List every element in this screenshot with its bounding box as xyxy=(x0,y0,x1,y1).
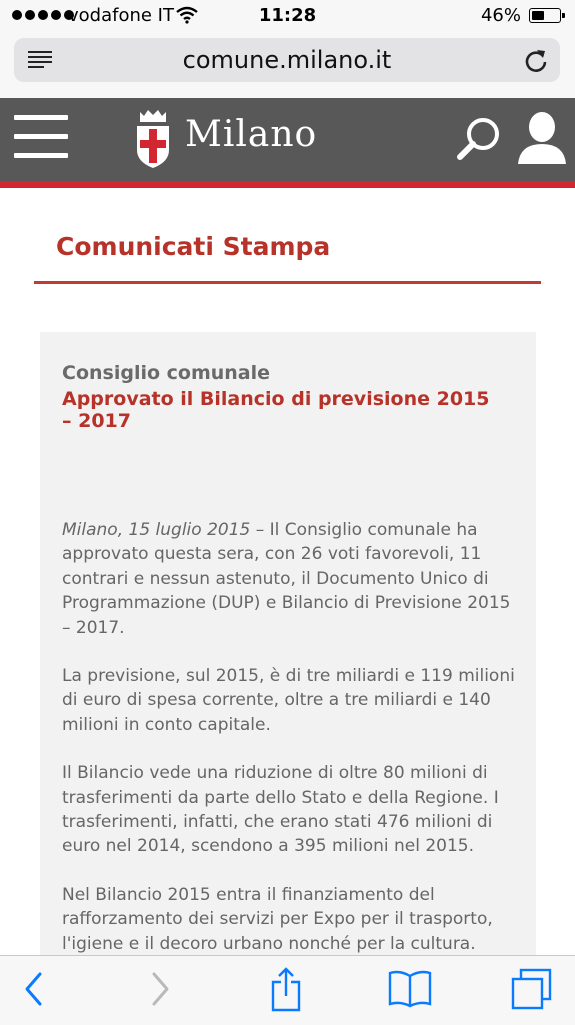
search-icon[interactable] xyxy=(456,116,502,166)
status-bar xyxy=(0,0,575,32)
reload-icon[interactable] xyxy=(524,47,548,77)
forward-icon[interactable] xyxy=(148,970,172,1012)
address-bar[interactable] xyxy=(14,38,560,82)
back-icon[interactable] xyxy=(22,970,46,1012)
battery-icon xyxy=(529,8,561,23)
article-paragraph: La previsione, sul 2015, è di tre miliardi e 119 milioni di euro di spesa corrente, oltre a tre miliardi e 140 milioni in conto capitale. xyxy=(62,666,515,735)
site-header xyxy=(0,98,575,181)
browser-toolbar xyxy=(0,955,575,1025)
brand-logo[interactable]: Milano xyxy=(185,114,318,155)
url-text[interactable]: comune.milano.it xyxy=(182,46,392,74)
header-accent-bar xyxy=(0,181,575,188)
tabs-icon[interactable] xyxy=(510,968,552,1014)
coat-of-arms-icon[interactable] xyxy=(134,108,172,174)
article-dateline: Milano, 15 luglio 2015 xyxy=(62,520,251,540)
section-title: Comunicati Stampa xyxy=(56,232,331,261)
browser-address-area xyxy=(0,32,575,98)
article-paragraph: Nel Bilancio 2015 entra il finanziamento del rafforzamento dei servizi per Expo per il trasporto, l'igiene e il decoro urbano nonché per la cultura. xyxy=(62,884,493,954)
article-paragraph-text: – Il Consiglio comunale ha approvato questa sera, con 26 voti favorevoli, 11 contrari e nessun astenuto, il Documento Unico di Programmazione (DUP) e Bilancio di Previsione 2015 – 2017. xyxy=(62,520,511,638)
clock: 11:28 xyxy=(258,5,317,26)
section-divider xyxy=(34,281,541,284)
share-icon[interactable] xyxy=(270,966,302,1016)
article-body xyxy=(62,518,522,980)
bookmarks-icon[interactable] xyxy=(388,968,432,1012)
article-category: Consiglio comunale xyxy=(62,362,271,384)
battery-percent: 46% xyxy=(480,5,521,26)
article-paragraph xyxy=(62,518,522,640)
article-headline[interactable]: Approvato il Bilancio di previsione 2015 – 2017 xyxy=(62,388,490,432)
carrier-name: vodafone IT xyxy=(68,5,174,26)
press-release-card xyxy=(40,332,536,972)
article-paragraph: Il Bilancio vede una riduzione di oltre 80 milioni di trasferimenti da parte dello Stato e della Regione. I trasferimenti, infatti, che erano stati 476 milioni di euro nel 2014, scendono a 395 milioni nel 2015. xyxy=(62,763,499,857)
user-icon[interactable] xyxy=(518,112,566,168)
hamburger-menu-icon[interactable] xyxy=(14,115,68,159)
